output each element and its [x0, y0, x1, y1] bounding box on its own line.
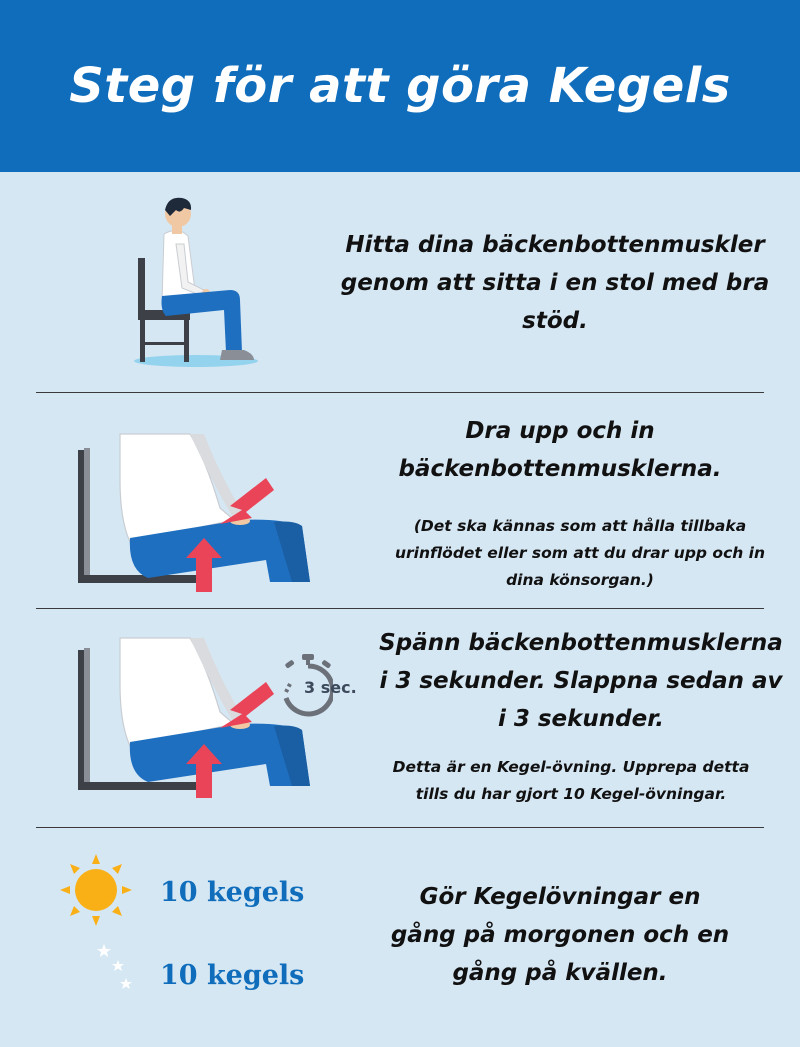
schedule-text — [360, 878, 760, 992]
page-title: Steg för att göra Kegels — [69, 58, 731, 114]
step1-line2: genom att sitta i en stol med bra — [340, 270, 770, 296]
pelvic-floor-illustration — [70, 420, 320, 592]
step3-note-line1: Detta är en Kegel-övning. Upprepa detta — [392, 758, 750, 776]
step2-line1: Dra upp och in — [465, 418, 655, 444]
seated-person-icon — [120, 192, 270, 370]
sun-icon — [58, 852, 134, 928]
schedule-line2: gång på morgonen och en — [390, 922, 730, 948]
divider-3 — [36, 827, 764, 828]
schedule-line3: gång på kvällen. — [452, 960, 668, 986]
step2-heading — [360, 412, 760, 488]
step3-line3: i 3 sekunder. — [497, 706, 665, 732]
header-banner — [0, 0, 800, 172]
divider-1 — [36, 392, 764, 393]
step3-heading — [368, 624, 794, 738]
step2-line2: bäckenbottenmusklerna. — [398, 456, 722, 482]
step2-note-line3: dina könsorgan.) — [506, 571, 654, 589]
step1-text — [330, 226, 780, 340]
evening-kegels-label: 10 kegels — [160, 960, 305, 991]
morning-kegels-label: 10 kegels — [160, 877, 305, 908]
divider-2 — [36, 608, 764, 609]
step1-line3: stöd. — [522, 308, 588, 334]
step3-note — [358, 754, 784, 808]
step2-note-line1: (Det ska kännas som att hålla tillbaka — [413, 517, 747, 535]
step2-note — [360, 513, 800, 594]
step3-note-line2: tills du har gjort 10 Kegel-övningar. — [415, 785, 727, 803]
step1-line1: Hitta dina bäckenbottenmuskler — [345, 232, 765, 258]
timer-label: 3 sec. — [304, 678, 357, 697]
moon-icon — [62, 940, 142, 1018]
step2-note-line2: urinflödet eller som att du drar upp och in — [394, 544, 766, 562]
step3-line1: Spänn bäckenbottenmusklerna — [379, 630, 783, 656]
schedule-line1: Gör Kegelövningar en — [419, 884, 701, 910]
step3-line2: i 3 sekunder. Slappna sedan av — [379, 668, 783, 694]
